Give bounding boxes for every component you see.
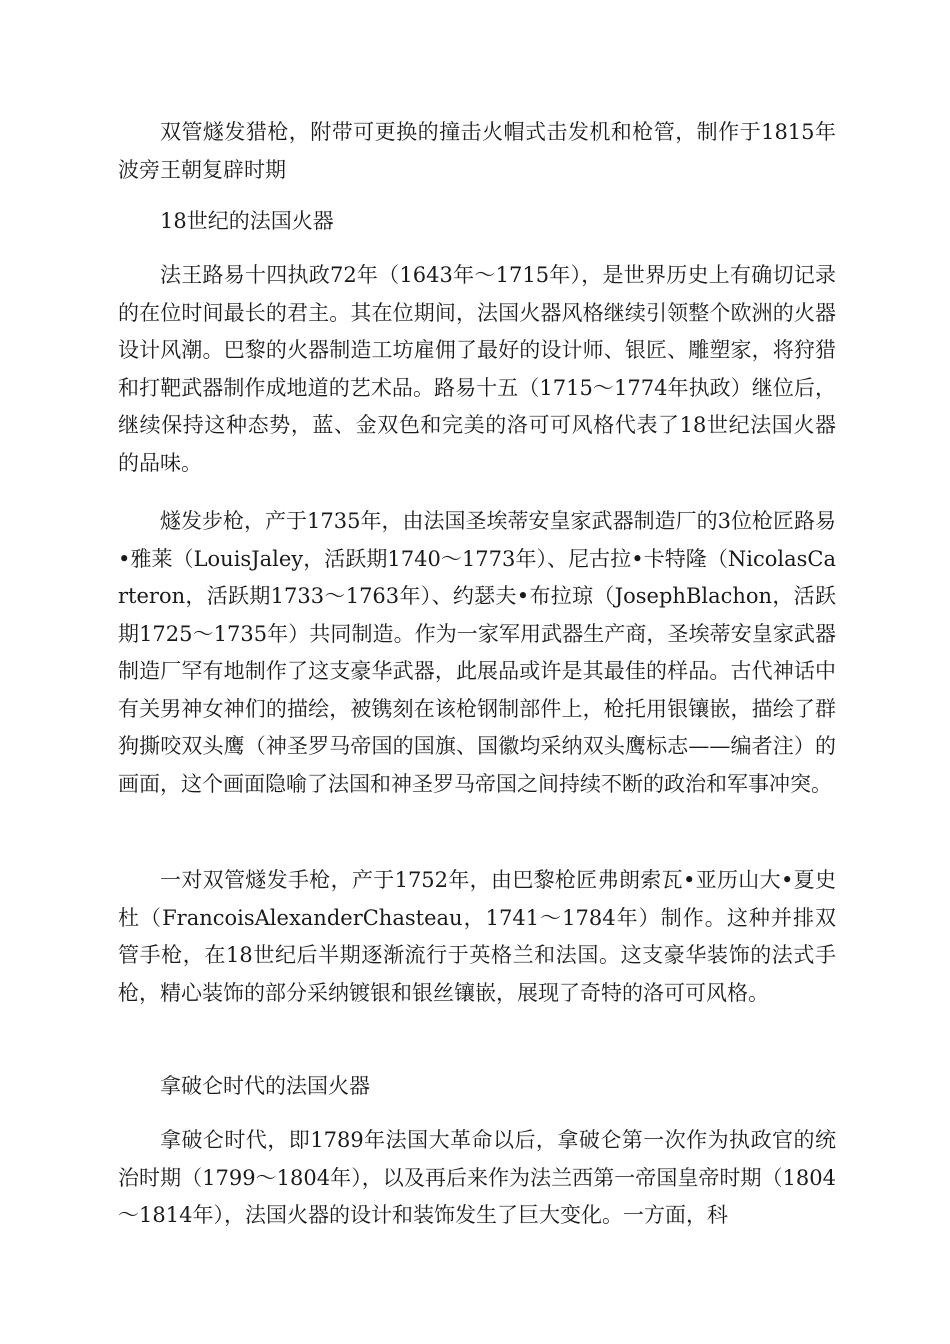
paragraph-flintlock-rifle-1735: 燧发步枪，产于1735年，由法国圣埃蒂安皇家武器制造厂的3位枪匠路易•雅莱（LouisJaley，活跃期1740～1773年）、尼古拉•卡特隆（NicolasCarteron，活跃期1733～1763年）、约瑟夫•布拉琼（JosephBlachon，活跃期1725～1735年）共同制造。作为一家军用武器生产商，圣埃蒂安皇家武器制造厂罕有地制作了这支豪华武器，此展品或许是其最佳的样品。古代神话中有关男神女神们的描绘，被镌刻在该枪钢制部件上，枪托用银镶嵌，描绘了群狗撕咬双头鹰（神圣罗马帝国的国旗、国徽均采纳双头鹰标志——编者注）的画面，这个画面隐喻了法国和神圣罗马帝国之间持续不断的政治和军事冲突。 [118,509,836,796]
section-heading-18th-century: 18世纪的法国火器 [160,209,334,233]
paragraph-louis-xiv: 法王路易十四执政72年（1643年～1715年），是世界历史上有确切记录的在位时间最长的君主。其在位期间，法国火器风格继续引领整个欧洲的火器设计风潮。巴黎的火器制造工坊雇佣了最好的设计师、银匠、雕塑家，将狩猎和打靶武器制作成地道的艺术品。路易十五（1715～1774年执政）继位后，继续保持这种态势，蓝、金双色和完美的洛可可风格代表了18世纪法国火器的品味。 [118,263,836,475]
paragraph-pistol-pair-1752: 一对双管燧发手枪，产于1752年，由巴黎枪匠弗朗索瓦•亚历山大•夏史杜（FrancoisAlexanderChasteau，1741～1784年）制作。这种并排双管手枪，在18世纪后半期逐渐流行于英格兰和法国。这支豪华装饰的法式手枪，精心装饰的部分采纳镀银和银丝镶嵌，展现了奇特的洛可可风格。 [118,868,836,1005]
paragraph-napoleonic-era: 拿破仑时代，即1789年法国大革命以后，拿破仑第一次作为执政官的统治时期（1799～1804年），以及再后来作为法兰西第一帝国皇帝时期（1804～1814年），法国火器的设计和装饰发生了巨大变化。一方面，科 [118,1128,836,1227]
paragraph-double-barrel-hunting-gun: 双管燧发猎枪，附带可更换的撞击火帽式击发机和枪管，制作于1815年波旁王朝复辟时期 [118,120,836,182]
section-heading-napoleonic-era: 拿破仑时代的法国火器 [160,1074,370,1098]
